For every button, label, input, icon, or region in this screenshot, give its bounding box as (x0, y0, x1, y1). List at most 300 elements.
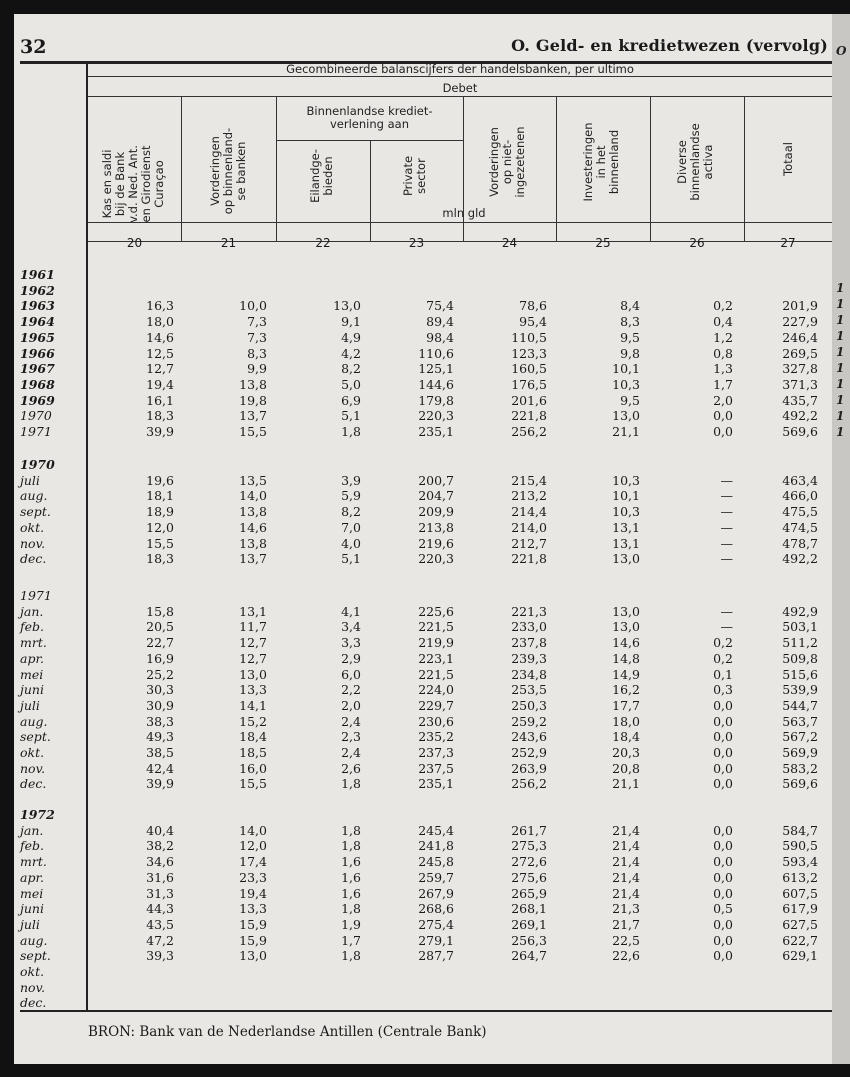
table-cell: 2,3 (341, 729, 361, 745)
table-cell: 0,2 (713, 650, 733, 666)
table-cell: — (720, 603, 733, 619)
bottom-rule (20, 1010, 832, 1012)
table-cell: 268,1 (511, 901, 547, 917)
next-page-glyph: 1 (836, 409, 845, 423)
table-cell: 0,0 (713, 697, 733, 713)
table-cell: 19,8 (239, 392, 267, 408)
table-cell: 13,8 (239, 504, 267, 520)
table-cell: 95,4 (519, 314, 547, 330)
table-cell: 0,0 (713, 838, 733, 854)
page (14, 14, 832, 1064)
table-cell: 259,7 (418, 869, 454, 885)
table-cell: 30,3 (146, 682, 174, 698)
table-cell: 9,1 (341, 314, 361, 330)
table-cell: 20,8 (612, 760, 640, 776)
table-cell: 1,7 (713, 376, 733, 392)
table-cell: 17,4 (239, 854, 267, 870)
next-page-glyph: 1 (836, 281, 845, 295)
table-cell: 21,4 (612, 822, 640, 838)
next-page-glyph: 1 (836, 345, 845, 359)
table-cell: 18,9 (146, 504, 174, 520)
table-cell: 221,5 (418, 666, 454, 682)
table-cell: 213,2 (511, 488, 547, 504)
table-cell: 1,6 (341, 854, 361, 870)
table-cell: 237,5 (418, 760, 454, 776)
table-cell: 13,0 (612, 551, 640, 567)
table-cell: 0,0 (713, 729, 733, 745)
row-label: juli (20, 697, 40, 713)
table-cell: 9,9 (247, 361, 267, 377)
table-cell: 8,2 (341, 504, 361, 520)
table-cell: 13,0 (612, 619, 640, 635)
table-cell: 5,1 (341, 551, 361, 567)
row-label: dec. (20, 995, 47, 1011)
table-cell: 0,0 (713, 854, 733, 870)
table-cell: 12,0 (146, 519, 174, 535)
table-cell: 1,6 (341, 869, 361, 885)
table-cell: 6,0 (341, 666, 361, 682)
table-cell: 21,4 (612, 869, 640, 885)
table-title: Gecombineerde balanscijfers der handelsbanken, per ultimo (286, 62, 634, 76)
table-cell: 0,0 (713, 424, 733, 439)
table-cell: 200,7 (418, 472, 454, 488)
col-rule (744, 96, 745, 241)
table-cell: 16,9 (146, 650, 174, 666)
table-cell: 44,3 (146, 901, 174, 917)
table-cell: 13,0 (612, 408, 640, 424)
table-cell: 1,6 (341, 885, 361, 901)
row-label: dec. (20, 551, 47, 567)
table-cell: 511,2 (782, 635, 818, 651)
table-cell: 221,3 (511, 603, 547, 619)
table-cell: 5,9 (341, 488, 361, 504)
table-cell: 235,1 (418, 424, 454, 439)
table-cell: 18,3 (146, 551, 174, 567)
row-label: aug. (20, 713, 48, 729)
col21-header: Vorderingen op binnenland- se banken (208, 127, 248, 215)
table-cell: 21,3 (612, 901, 640, 917)
table-cell: 19,4 (146, 376, 174, 392)
table-cell: 13,5 (239, 472, 267, 488)
table-cell: 9,8 (620, 345, 640, 361)
row-label: nov. (20, 979, 46, 995)
table-cell: 0,2 (713, 635, 733, 651)
row-label: 1961 (20, 267, 55, 282)
table-cell: 567,2 (782, 729, 818, 745)
table-cell: 466,0 (782, 488, 818, 504)
table-cell: 0,0 (713, 713, 733, 729)
row-label: mrt. (20, 635, 47, 651)
next-page-glyph: O (836, 44, 847, 58)
table-cell: 622,7 (782, 932, 818, 948)
table-cell: 123,3 (511, 345, 547, 361)
table-cell: 12,5 (146, 345, 174, 361)
next-page-glyph: 1 (836, 313, 845, 327)
colnum-23: 23 (408, 236, 425, 250)
row-label: sept. (20, 948, 51, 964)
table-cell: — (720, 619, 733, 635)
table-cell: 2,0 (341, 697, 361, 713)
table-cell: 0,0 (713, 776, 733, 792)
table-cell: — (720, 504, 733, 520)
table-cell: 275,4 (418, 916, 454, 932)
col20-header: Kas en saldi bij de Bank v.d. Ned. Ant. en Girodienst Curaçao (100, 145, 166, 223)
table-cell: — (720, 551, 733, 567)
table-cell: 235,2 (418, 729, 454, 745)
table-cell: 38,2 (146, 838, 174, 854)
table-cell: 144,6 (418, 376, 454, 392)
table-cell: 253,5 (511, 682, 547, 698)
table-cell: 14,6 (612, 635, 640, 651)
row-label: mei (20, 885, 44, 901)
table-cell: 474,5 (782, 519, 818, 535)
table-cell: 4,1 (341, 603, 361, 619)
table-cell: 23,3 (239, 869, 267, 885)
table-cell: 39,3 (146, 948, 174, 964)
row-label: 1965 (20, 329, 55, 345)
colnum-20: 20 (126, 236, 143, 250)
table-cell: 492,2 (782, 408, 818, 424)
row-label: 1971 (20, 424, 52, 439)
table-cell: 539,9 (782, 682, 818, 698)
table-cell: 219,6 (418, 535, 454, 551)
table-cell: 20,5 (146, 619, 174, 635)
table-cell: 39,9 (146, 424, 174, 439)
table-cell: 22,7 (146, 635, 174, 651)
row-label: feb. (20, 838, 44, 854)
table-cell: 235,1 (418, 776, 454, 792)
table-cell: 13,1 (612, 535, 640, 551)
table-cell: 503,1 (782, 619, 818, 635)
col24-header: Vorderingen op niet- ingezetenen (487, 126, 527, 198)
table-cell: — (720, 472, 733, 488)
table-cell: 237,8 (511, 635, 547, 651)
row-label: juli (20, 472, 40, 488)
colnum-26: 26 (689, 236, 705, 250)
table-cell: 34,6 (146, 854, 174, 870)
table-cell: 569,9 (782, 745, 818, 760)
table-cell: 0,5 (713, 901, 733, 917)
table-cell: 31,3 (146, 885, 174, 901)
table-cell: 219,9 (418, 635, 454, 651)
table-cell: 590,5 (782, 838, 818, 854)
table-cell: 5,0 (341, 376, 361, 392)
table-cell: 9,5 (620, 392, 640, 408)
table-cell: 13,8 (239, 376, 267, 392)
table-cell: 13,0 (239, 948, 267, 964)
table-cell: 2,0 (713, 392, 733, 408)
row-label: juli (20, 916, 40, 932)
table-cell: 16,3 (146, 298, 174, 314)
table-cell: 0,4 (713, 314, 733, 330)
col22-header: Eilandge- bieden (308, 149, 335, 203)
row-label: okt. (20, 964, 45, 979)
table-cell: 21,1 (612, 424, 640, 439)
table-cell: 13,7 (239, 551, 267, 567)
table-cell: 0,0 (713, 932, 733, 948)
row-label: nov. (20, 760, 46, 776)
table-cell: 3,4 (341, 619, 361, 635)
stub-rule (86, 64, 88, 1010)
table-cell: 31,6 (146, 869, 174, 885)
unit-label: mln gld (442, 206, 486, 220)
table-cell: 287,7 (418, 948, 454, 964)
rule-title (86, 76, 832, 77)
table-cell: 209,9 (418, 504, 454, 520)
table-cell: — (720, 488, 733, 504)
table-cell: 0,8 (713, 345, 733, 361)
table-cell: 21,4 (612, 885, 640, 901)
table-cell: 7,3 (247, 329, 267, 345)
table-cell: 16,0 (239, 760, 267, 776)
table-cell: 13,3 (239, 901, 267, 917)
table-cell: 13,7 (239, 408, 267, 424)
col-rule (181, 96, 182, 241)
table-cell: 7,0 (341, 519, 361, 535)
table-cell: 213,8 (418, 519, 454, 535)
table-cell: 47,2 (146, 932, 174, 948)
table-cell: 593,4 (782, 854, 818, 870)
table-cell: 15,2 (239, 713, 267, 729)
next-page-glyph: 1 (836, 329, 845, 343)
table-cell: 8,2 (341, 361, 361, 377)
table-cell: 327,8 (782, 361, 818, 377)
table-cell: 475,5 (782, 504, 818, 520)
table-cell: 18,4 (239, 729, 267, 745)
table-cell: 269,5 (782, 345, 818, 361)
table-cell: 8,3 (620, 314, 640, 330)
row-label: mei (20, 666, 44, 682)
table-cell: 14,9 (612, 666, 640, 682)
table-cell: 78,6 (519, 298, 547, 314)
table-cell: 21,4 (612, 838, 640, 854)
table-cell: 0,0 (713, 885, 733, 901)
table-cell: 233,0 (511, 619, 547, 635)
table-cell: 267,9 (418, 885, 454, 901)
row-label: sept. (20, 729, 51, 745)
table-cell: 21,4 (612, 854, 640, 870)
table-cell: 49,3 (146, 729, 174, 745)
table-cell: 435,7 (782, 392, 818, 408)
table-cell: 3,9 (341, 472, 361, 488)
table-cell: 239,3 (511, 650, 547, 666)
next-page-glyph: 1 (836, 361, 845, 375)
table-cell: 569,6 (782, 424, 818, 439)
table-cell: 268,6 (418, 901, 454, 917)
next-page-edge (832, 14, 850, 1064)
table-cell: 43,5 (146, 916, 174, 932)
table-cell: 607,5 (782, 885, 818, 901)
table-cell: 371,3 (782, 376, 818, 392)
table-cell: 10,3 (612, 472, 640, 488)
table-cell: 18,1 (146, 488, 174, 504)
table-cell: 40,4 (146, 822, 174, 838)
table-cell: 16,1 (146, 392, 174, 408)
row-label: okt. (20, 519, 45, 535)
table-cell: 1,7 (341, 932, 361, 948)
table-cell: 0,1 (713, 666, 733, 682)
table-cell: 613,2 (782, 869, 818, 885)
page-number: 32 (20, 36, 47, 58)
table-cell: 544,7 (782, 697, 818, 713)
table-cell: 259,2 (511, 713, 547, 729)
row-label: 1962 (20, 282, 55, 298)
table-cell: 39,9 (146, 776, 174, 792)
table-cell: 2,4 (341, 713, 361, 729)
table-cell: 38,3 (146, 713, 174, 729)
table-cell: 75,4 (426, 298, 454, 314)
colnum-24: 24 (501, 236, 518, 250)
row-label: sept. (20, 504, 51, 520)
row-label: juni (20, 901, 44, 917)
table-cell: 256,2 (511, 424, 547, 439)
table-cell: 15,9 (239, 932, 267, 948)
table-cell: 0,0 (713, 745, 733, 760)
table-cell: 8,4 (620, 298, 640, 314)
table-cell: 18,3 (146, 408, 174, 424)
table-cell: 10,0 (239, 298, 267, 314)
table-cell: 42,4 (146, 760, 174, 776)
table-cell: 4,0 (341, 535, 361, 551)
table-cell: 269,1 (511, 916, 547, 932)
next-page-glyph: 1 (836, 377, 845, 391)
table-cell: 18,4 (612, 729, 640, 745)
colnum-25: 25 (595, 236, 611, 250)
row-label: nov. (20, 535, 46, 551)
table-cell: 13,0 (333, 298, 361, 314)
table-cell: 223,1 (418, 650, 454, 666)
row-label: 1963 (20, 298, 55, 314)
row-label: dec. (20, 776, 47, 792)
row-label: jan. (20, 822, 44, 838)
table-cell: 10,1 (612, 361, 640, 377)
table-cell: 241,8 (418, 838, 454, 854)
table-cell: 89,4 (426, 314, 454, 330)
row-label: aug. (20, 932, 48, 948)
row-label: 1970 (20, 457, 55, 472)
table-cell: 256,2 (511, 776, 547, 792)
table-cell: 237,3 (418, 745, 454, 760)
table-cell: 14,1 (239, 697, 267, 713)
table-cell: 2,2 (341, 682, 361, 698)
row-label: mrt. (20, 854, 47, 870)
row-label: apr. (20, 650, 45, 666)
table-cell: 214,4 (511, 504, 547, 520)
table-cell: 9,5 (620, 329, 640, 345)
table-cell: 252,9 (511, 745, 547, 760)
table-cell: 25,2 (146, 666, 174, 682)
col27-header: Totaal (781, 142, 795, 176)
col-rule (370, 140, 371, 241)
table-cell: 15,9 (239, 916, 267, 932)
table-cell: 18,0 (146, 314, 174, 330)
table-cell: 22,6 (612, 948, 640, 964)
table-cell: 492,9 (782, 603, 818, 619)
table-cell: 214,0 (511, 519, 547, 535)
table-cell: 1,8 (341, 776, 361, 792)
table-cell: 12,7 (146, 361, 174, 377)
table-cell: 492,2 (782, 551, 818, 567)
table-cell: 19,6 (146, 472, 174, 488)
table-cell: — (720, 535, 733, 551)
table-cell: 627,5 (782, 916, 818, 932)
table-cell: 13,8 (239, 535, 267, 551)
table-cell: 1,2 (713, 329, 733, 345)
table-cell: 617,9 (782, 901, 818, 917)
table-cell: 263,9 (511, 760, 547, 776)
table-cell: 13,0 (239, 666, 267, 682)
table-cell: 14,8 (612, 650, 640, 666)
row-label: aug. (20, 488, 48, 504)
table-cell: 227,9 (782, 314, 818, 330)
table-cell: 110,5 (511, 329, 547, 345)
row-label: jan. (20, 603, 44, 619)
table-cell: 10,3 (612, 504, 640, 520)
table-cell: 0,0 (713, 760, 733, 776)
table-cell: 12,7 (239, 650, 267, 666)
table-cell: 15,8 (146, 603, 174, 619)
table-cell: 110,6 (418, 345, 454, 361)
table-cell: 243,6 (511, 729, 547, 745)
table-cell: 230,6 (418, 713, 454, 729)
row-label: feb. (20, 619, 44, 635)
table-cell: 176,5 (511, 376, 547, 392)
table-cell: 221,8 (511, 551, 547, 567)
table-cell: 478,7 (782, 535, 818, 551)
table-cell: 1,8 (341, 948, 361, 964)
table-cell: 264,7 (511, 948, 547, 964)
table-cell: 4,9 (341, 329, 361, 345)
table-cell: 279,1 (418, 932, 454, 948)
table-cell: 245,4 (418, 822, 454, 838)
table-cell: 0,3 (713, 682, 733, 698)
table-cell: 0,0 (713, 916, 733, 932)
col25-header: Investeringen in het binnenland (581, 122, 621, 202)
table-cell: 1,8 (341, 424, 361, 439)
table-cell: 5,1 (341, 408, 361, 424)
row-label: okt. (20, 745, 45, 760)
table-cell: — (720, 519, 733, 535)
table-cell: 0,0 (713, 869, 733, 885)
table-cell: 463,4 (782, 472, 818, 488)
table-cell: 160,5 (511, 361, 547, 377)
table-cell: 18,0 (612, 713, 640, 729)
table-cell: 2,4 (341, 745, 361, 760)
table-cell: 201,9 (782, 298, 818, 314)
table-cell: 20,3 (612, 745, 640, 760)
table-cell: 18,5 (239, 745, 267, 760)
table-cell: 10,3 (612, 376, 640, 392)
table-cell: 0,0 (713, 408, 733, 424)
table-cell: 250,3 (511, 697, 547, 713)
row-label: 1966 (20, 345, 55, 361)
rule-debet (86, 96, 832, 97)
table-cell: 583,2 (782, 760, 818, 776)
table-cell: 14,0 (239, 488, 267, 504)
table-cell: 10,1 (612, 488, 640, 504)
table-cell: 3,3 (341, 635, 361, 651)
table-cell: 17,7 (612, 697, 640, 713)
table-cell: 14,6 (146, 329, 174, 345)
table-cell: 4,2 (341, 345, 361, 361)
table-cell: 563,7 (782, 713, 818, 729)
table-cell: 275,3 (511, 838, 547, 854)
table-cell: 21,1 (612, 776, 640, 792)
table-cell: 224,0 (418, 682, 454, 698)
table-cell: 0,2 (713, 298, 733, 314)
table-cell: 2,9 (341, 650, 361, 666)
table-cell: 220,3 (418, 408, 454, 424)
